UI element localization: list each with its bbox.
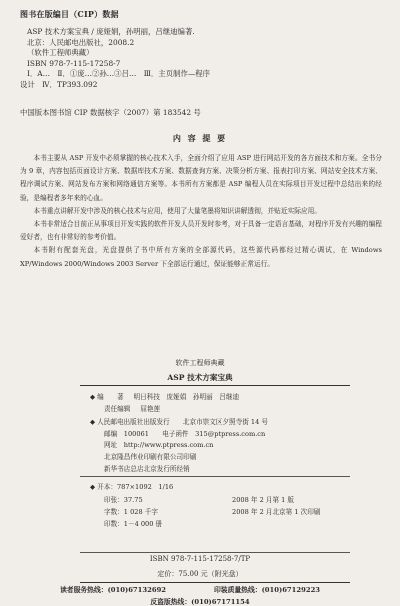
print-hotline-number: (010)67129223 bbox=[261, 586, 321, 594]
distributor-row: 新华书店总店北京发行所经销 bbox=[104, 465, 190, 473]
edition-row: 2008 年 2 月第 1 版 bbox=[232, 496, 295, 504]
cip-line: （软件工程师典藏） bbox=[27, 48, 94, 58]
format-row: ◆ 开本：787×1092 1/16 bbox=[90, 483, 174, 491]
cip-line: Ⅰ．A… Ⅱ．①庞…②孙…③吕… Ⅲ．主页制作—程序 bbox=[27, 69, 211, 79]
printing-row: 2008 年 2 月北京第 1 次印刷 bbox=[232, 508, 321, 516]
cip-line: 北京：人民邮电出版社，2008.2 bbox=[27, 37, 135, 47]
editor: 屈艳莲 bbox=[140, 405, 161, 413]
divider bbox=[80, 582, 350, 583]
divider bbox=[80, 476, 350, 477]
authors-row bbox=[90, 391, 239, 401]
print-hotline-label: 印装质量热线： bbox=[214, 586, 262, 594]
anti-piracy-number: (010)67171154 bbox=[191, 598, 250, 606]
postcode-row: 邮编 100061 电子函件 315@ptpress.com.cn bbox=[104, 430, 266, 438]
divider bbox=[80, 385, 350, 386]
editor-row bbox=[104, 403, 160, 413]
book-title: ASP 技术方案宝典 bbox=[167, 373, 233, 382]
divider bbox=[80, 552, 350, 553]
print-hotline bbox=[214, 584, 320, 594]
cip-header: 图书在版编目（CIP）数据 bbox=[20, 9, 119, 19]
anti-piracy-label: 反盗版热线： bbox=[150, 598, 192, 606]
isbn: ISBN 978-7-115-17258-7/TP bbox=[149, 555, 251, 563]
cip-line: 设计 Ⅳ．TP393.092 bbox=[20, 79, 98, 89]
reader-hotline-label: 读者服务热线： bbox=[60, 586, 108, 594]
publisher-row: ◆ 人民邮电出版社出版发行 北京市崇文区夕照寺街 14 号 bbox=[90, 418, 268, 426]
words-row: 字数：1 028 千字 bbox=[104, 508, 158, 516]
series-name: 软件工程师典藏 bbox=[175, 359, 225, 367]
authors-label: ◆ 编 著 bbox=[90, 393, 124, 401]
summary-paragraph: 本书重点讲解开发中涉及的核心技术与应用，使用了大量笔墨将知识讲解透彻，并贴近实际应用。 bbox=[33, 206, 321, 215]
summary-title: 内 容 提 要 bbox=[172, 133, 228, 143]
anti-piracy-hotline bbox=[0, 596, 400, 606]
summary-paragraph: 本书附有配套光盘，光盘提供了书中所有方案的全部源代码，这些源代码都经过精心调试，在 Windows XP/Windows 2000/Windows 2003 Server 下全部运行通过，保证能够正常运行。 bbox=[20, 246, 382, 268]
summary-text bbox=[20, 152, 382, 271]
copies-row: 印数：1－4 000 册 bbox=[104, 520, 163, 528]
cip-line: ASP 技术方案宝典 / 庞娅娟，孙明丽，吕继迪编著. bbox=[27, 27, 195, 36]
cip-block bbox=[20, 27, 380, 91]
price: 定价：75.00 元（附光盘） bbox=[157, 570, 243, 578]
authors: 明日科技 庞娅娟 孙明丽 吕继迪 bbox=[133, 393, 240, 401]
printer-row: 北京隆昌伟业印刷有限公司印刷 bbox=[104, 453, 197, 461]
summary-paragraph: 本书非常适合目前正从事项目开发实践的软件开发人员开发时参考，对于具备一定语言基础，对程序开发有兴趣的编程爱好者，也有非常好的参考价值。 bbox=[20, 220, 382, 242]
cip-line: ISBN 978-7-115-17258-7 bbox=[27, 58, 121, 68]
cip-record-number: 中国版本图书馆 CIP 数据核字（2007）第 183542 号 bbox=[20, 108, 201, 117]
sheets-row: 印张：37.75 bbox=[104, 496, 143, 504]
summary-paragraph: 本书主要从 ASP 开发中必须掌握的核心技术入手，全面介绍了应用 ASP 进行网站开发的各方面技术和方案。全书分为 9 章，内容包括页面设计方案、数据库技术方案、数据查询方案、决策分析方案、报表打印方案、网站安全技术方案、程序调试方案、网站发布方案和网络通信方案等。本书所有方案都是 ASP 编程人员在实际项目开发过程中总结出来的经验，是编程者多年来的心血。 bbox=[20, 154, 382, 202]
reader-hotline-number: (010)67132692 bbox=[107, 586, 167, 594]
reader-hotline bbox=[60, 584, 166, 594]
editor-label: 责任编辑 bbox=[104, 405, 131, 413]
website-row: 网址 http://www.ptpress.com.cn bbox=[104, 441, 214, 449]
